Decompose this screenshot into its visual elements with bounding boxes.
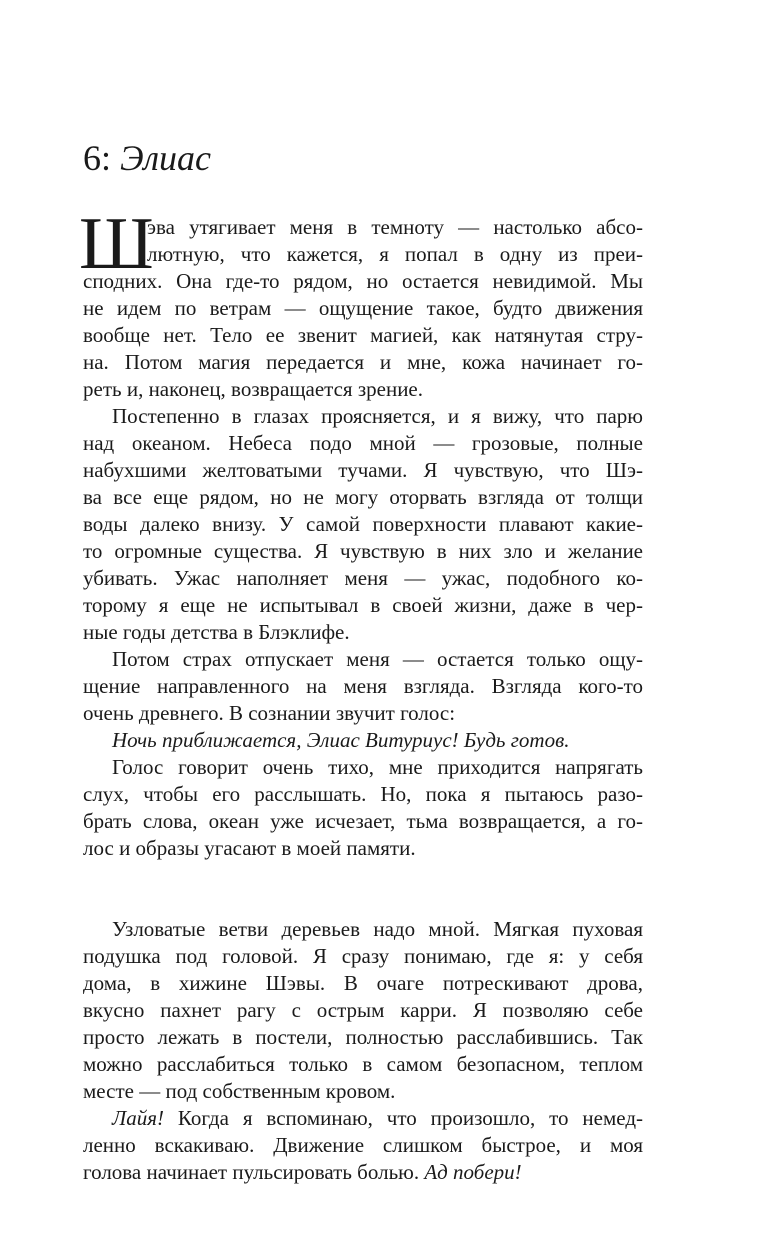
text-line — [83, 1051, 643, 1078]
text-line — [83, 970, 643, 997]
text-span: лос и образы угасают в моей памяти. — [83, 836, 416, 860]
text-line — [83, 700, 643, 727]
text-span: слух, чтобы его расслышать. Но, пока я пытаюсь разо- — [83, 782, 643, 806]
text-line — [83, 1132, 643, 1159]
text-span: над океаном. Небеса подо мной — грозовые, полные — [83, 431, 643, 455]
text-span: ва все еще рядом, но не могу оторвать взгляда от толщи — [83, 485, 643, 509]
text-span: Потом страх отпускает меня — остается только ощу- — [112, 647, 643, 671]
text-span: не идем по ветрам — ощущение такое, будто движения — [83, 296, 643, 320]
chapter-name: Элиас — [120, 138, 212, 178]
text-line — [83, 835, 643, 862]
text-line — [83, 376, 643, 403]
text-line — [83, 457, 643, 484]
text-span: на. Потом магия передается и мне, кожа начинает го- — [83, 350, 643, 374]
text-line — [83, 538, 643, 565]
text-line — [83, 430, 643, 457]
text-line — [83, 673, 643, 700]
chapter-number: 6: — [83, 138, 112, 178]
italic-text: Ад побери! — [424, 1160, 522, 1184]
text-span: лютную, что кажется, я попал в одну из преи- — [147, 242, 643, 266]
text-span: сподних. Она где-то рядом, но остается невидимой. Мы — [83, 269, 643, 293]
text-span: Узловатые ветви деревьев надо мной. Мягкая пуховая — [112, 917, 643, 941]
text-span: подушка под головой. Я сразу понимаю, где я: у себя — [83, 944, 643, 968]
text-line — [83, 754, 643, 781]
text-span: ные годы детства в Блэклифе. — [83, 620, 350, 644]
text-line — [83, 916, 643, 943]
text-span: ленно вскакиваю. Движение слишком быстрое, и моя — [83, 1133, 643, 1157]
text-span: торому я еще не испытывал в своей жизни, даже в чер- — [83, 593, 643, 617]
text-span: вкусно пахнет рагу с острым карри. Я позволяю себе — [83, 998, 643, 1022]
text-line — [83, 1078, 643, 1105]
text-span: то огромные существа. Я чувствую в них зло и желание — [83, 539, 643, 563]
text-span: дома, в хижине Шэвы. В очаге потрескивают дрова, — [83, 971, 643, 995]
chapter-title — [83, 138, 211, 178]
text-line — [83, 241, 643, 268]
text-line — [83, 322, 643, 349]
text-line — [83, 997, 643, 1024]
text-line — [83, 268, 643, 295]
text-line — [83, 619, 643, 646]
text-span: вообще нет. Тело ее звенит магией, как натянутая стру- — [83, 323, 643, 347]
text-line — [83, 349, 643, 376]
text-span: Ночь приближается, Элиас Витуриус! Будь готов. — [112, 728, 570, 752]
text-line — [83, 484, 643, 511]
text-span: Когда я вспоминаю, что произошло, то немед- — [163, 1106, 643, 1130]
text-line — [83, 1024, 643, 1051]
text-line — [83, 808, 643, 835]
text-span: щение направленного на меня взгляда. Взгляда кого-то — [83, 674, 643, 698]
drop-cap: Ш — [79, 203, 154, 285]
text-span: реть и, наконец, возвращается зрение. — [83, 377, 423, 401]
text-span: воды далеко внизу. У самой поверхности плавают какие- — [83, 512, 643, 536]
italic-text: Лайя! — [112, 1106, 164, 1130]
text-line — [83, 646, 643, 673]
text-line — [83, 943, 643, 970]
text-span: брать слова, океан уже исчезает, тьма возвращается, а го- — [83, 809, 643, 833]
text-span: просто лежать в постели, полностью расслабившись. Так — [83, 1025, 643, 1049]
text-span: можно расслабиться только в самом безопасном, теплом — [83, 1052, 643, 1076]
text-span: месте — под собственным кровом. — [83, 1079, 396, 1103]
text-span: набухшими желтоватыми тучами. Я чувствую, что Шэ- — [83, 458, 643, 482]
text-line — [83, 727, 643, 754]
text-line — [83, 403, 643, 430]
text-span: убивать. Ужас наполняет меня — ужас, подобного ко- — [83, 566, 643, 590]
text-span: Голос говорит очень тихо, мне приходится напрягать — [112, 755, 643, 779]
text-line — [83, 295, 643, 322]
text-line — [83, 592, 643, 619]
text-span: эва утягивает меня в темноту — настолько абсо- — [147, 215, 643, 239]
text-span: Постепенно в глазах проясняется, и я вижу, что парю — [112, 404, 643, 428]
text-line — [83, 781, 643, 808]
text-span: голова начинает пульсировать болью. — [83, 1160, 425, 1184]
text-line — [83, 511, 643, 538]
page-body-text — [79, 203, 643, 1186]
text-line — [83, 1105, 643, 1132]
text-line — [83, 565, 643, 592]
text-line — [83, 1159, 643, 1186]
section-break — [83, 862, 643, 916]
text-span: очень древнего. В сознании звучит голос: — [83, 701, 456, 725]
